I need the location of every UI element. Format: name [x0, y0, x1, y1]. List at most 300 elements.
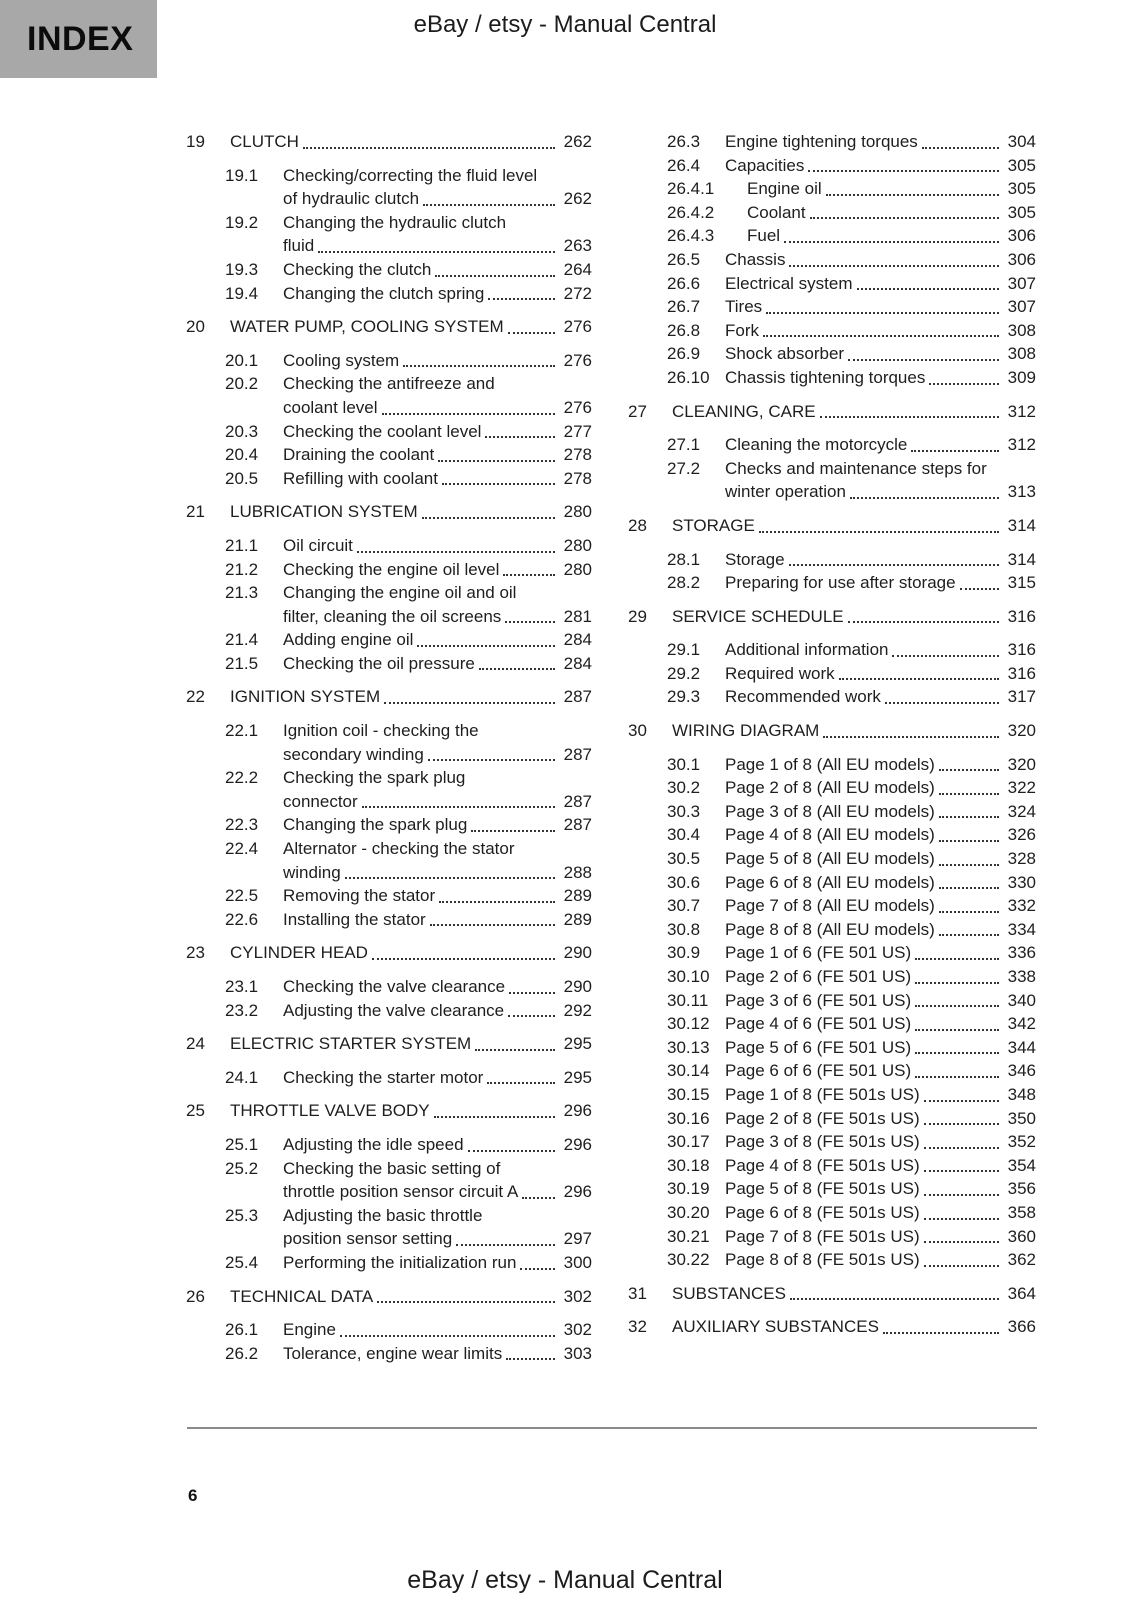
toc-entry [628, 224, 1036, 248]
entry-last-line [283, 790, 592, 814]
toc-entry [628, 894, 1036, 918]
entry-number: 26.2 [225, 1343, 259, 1363]
entry-title: Page 3 of 6 (FE 501 US) [725, 990, 912, 1010]
entry-number: 29.1 [667, 640, 701, 660]
entry-body [725, 1177, 1036, 1201]
dot-leader [303, 147, 555, 149]
dot-leader [839, 678, 999, 680]
entry-number: 26.3 [667, 132, 701, 151]
dot-leader [503, 574, 555, 576]
toc-column-right [628, 130, 1036, 1349]
dot-leader [357, 551, 555, 553]
entry-last-line [725, 1201, 1036, 1225]
entry-page: 316 [1007, 606, 1036, 626]
page-number: 6 [188, 1486, 198, 1505]
entry-page: 281 [563, 606, 592, 626]
entry-last-line [725, 1036, 1036, 1060]
entry-page: 316 [1007, 663, 1036, 683]
entry-title: Chassis tightening torques [725, 367, 926, 387]
entry-body [283, 999, 592, 1023]
entry-last-line [725, 662, 1036, 686]
entry-title: Page 6 of 6 (FE 501 US) [725, 1061, 912, 1081]
entry-page: 320 [1007, 754, 1036, 774]
entry-title: Page 6 of 8 (FE 501s US) [725, 1202, 920, 1222]
entry-title: Page 4 of 8 (All EU models) [725, 825, 935, 845]
entry-last-line [283, 743, 592, 767]
entry-body [725, 319, 1036, 343]
toc-entry [186, 1204, 592, 1251]
toc-entry [628, 295, 1036, 319]
entry-body [283, 420, 592, 444]
entry-page: 356 [1007, 1179, 1036, 1199]
entry-last-line [283, 349, 592, 373]
entry-number: 28.2 [667, 573, 701, 593]
entry-title: of hydraulic clutch [283, 189, 420, 209]
entry-number: 20.3 [225, 421, 259, 441]
dot-leader [915, 1076, 999, 1078]
entry-number: 22.6 [225, 909, 259, 929]
entry-page: 306 [1007, 249, 1036, 269]
dot-leader [915, 1029, 999, 1031]
toc-entry [628, 1012, 1036, 1036]
entry-page: 305 [1007, 155, 1036, 175]
entry-body [725, 1036, 1036, 1060]
dot-leader [848, 621, 999, 623]
entry-title: Engine oil [747, 179, 822, 199]
entry-number: 25.2 [225, 1158, 259, 1178]
entry-number: 28.1 [667, 549, 701, 569]
dot-leader [487, 1082, 555, 1084]
entry-title: Refilling with coolant [283, 468, 438, 488]
toc-entry [628, 847, 1036, 871]
toc-entry [186, 1099, 592, 1123]
entry-title-line: Changing the engine oil and oil [283, 583, 517, 603]
entry-body [725, 685, 1036, 709]
entry-page: 272 [563, 283, 592, 303]
entry-page: 330 [1007, 872, 1036, 892]
entry-title: Adding engine oil [283, 630, 414, 650]
entry-last-line [283, 1133, 592, 1157]
entry-body [747, 201, 1036, 225]
toc-entry [628, 871, 1036, 895]
entry-title: Chassis [725, 249, 786, 269]
toc-entry [186, 467, 592, 491]
dot-leader [939, 911, 999, 913]
dot-leader [924, 1265, 999, 1267]
toc-entry [628, 154, 1036, 178]
dot-leader [960, 588, 999, 590]
entry-number: 30.17 [667, 1132, 710, 1152]
toc-entry [186, 1157, 592, 1204]
entry-page: 304 [1007, 132, 1036, 151]
dot-leader [384, 702, 555, 704]
entry-number: 23 [186, 943, 205, 963]
dot-leader [924, 1170, 999, 1172]
toc-entry [186, 258, 592, 282]
entry-title: Page 4 of 6 (FE 501 US) [725, 1014, 912, 1034]
entry-body [725, 1201, 1036, 1225]
entry-number: 26.6 [667, 273, 701, 293]
dot-leader [924, 1241, 999, 1243]
entry-number: 26 [186, 1286, 205, 1306]
entry-page: 314 [1007, 549, 1036, 569]
entry-last-line [283, 861, 592, 885]
entry-last-line [230, 1032, 592, 1056]
entry-number: 30.2 [667, 778, 701, 798]
toc-entry [628, 366, 1036, 390]
dot-leader [784, 241, 999, 243]
entry-number: 22.1 [225, 721, 259, 741]
entry-page: 366 [1007, 1317, 1036, 1337]
entry-body [725, 776, 1036, 800]
entry-last-line [725, 800, 1036, 824]
dot-leader [485, 436, 555, 438]
dot-leader [826, 194, 999, 196]
entry-last-line [230, 130, 592, 154]
dot-leader [438, 460, 555, 462]
entry-page: 309 [1007, 367, 1036, 387]
entry-title: winter operation [725, 482, 846, 502]
entry-body [725, 433, 1036, 457]
toc-entry [628, 776, 1036, 800]
entry-number: 22.4 [225, 839, 259, 859]
entry-title: Page 5 of 8 (FE 501s US) [725, 1179, 920, 1199]
entry-page: 344 [1007, 1037, 1036, 1057]
toc-entry [628, 719, 1036, 743]
entry-body [230, 1285, 592, 1309]
entry-last-line [283, 813, 592, 837]
entry-page: 289 [563, 909, 592, 929]
dot-leader [422, 517, 555, 519]
toc-entry [628, 800, 1036, 824]
entry-title: Checking the starter motor [283, 1067, 484, 1087]
entry-number: 26.7 [667, 297, 701, 317]
entry-page: 350 [1007, 1108, 1036, 1128]
entry-page: 316 [1007, 640, 1036, 660]
entry-last-line [725, 1059, 1036, 1083]
dot-leader [939, 816, 999, 818]
entry-page: 305 [1007, 179, 1036, 199]
toc-entry [628, 753, 1036, 777]
dot-leader [488, 298, 555, 300]
dot-leader [810, 217, 999, 219]
entry-page: 295 [563, 1034, 592, 1054]
entry-page: 360 [1007, 1226, 1036, 1246]
entry-page: 307 [1007, 273, 1036, 293]
dot-leader [915, 982, 999, 984]
entry-title: CLUTCH [230, 132, 299, 151]
dot-leader [382, 413, 555, 415]
entry-body [725, 989, 1036, 1013]
toc-entry [628, 433, 1036, 457]
toc-entry [628, 514, 1036, 538]
entry-last-line [672, 605, 1036, 629]
entry-page: 358 [1007, 1202, 1036, 1222]
entry-number: 30 [628, 721, 647, 741]
toc-entry [186, 581, 592, 628]
toc-entry [186, 1032, 592, 1056]
dot-leader [939, 887, 999, 889]
dot-leader [922, 147, 999, 149]
toc-entry [186, 884, 592, 908]
entry-body [283, 581, 592, 628]
toc-entry [628, 201, 1036, 225]
entry-body [230, 130, 592, 154]
entry-page: 308 [1007, 344, 1036, 364]
entry-body [283, 211, 592, 258]
toc-entry [628, 965, 1036, 989]
entry-page: 305 [1007, 202, 1036, 222]
entry-page: 354 [1007, 1155, 1036, 1175]
entry-body [672, 1315, 1036, 1339]
entry-body [672, 719, 1036, 743]
entry-number: 30.11 [667, 990, 709, 1010]
entry-number: 29.3 [667, 687, 701, 707]
entry-number: 29 [628, 606, 647, 626]
toc-entry [186, 1285, 592, 1309]
entry-body [725, 366, 1036, 390]
entry-last-line [283, 420, 592, 444]
dot-leader [766, 312, 999, 314]
entry-title: fluid [283, 236, 315, 256]
entry-page: 295 [563, 1067, 592, 1087]
entry-page: 308 [1007, 320, 1036, 340]
dot-leader [475, 1049, 555, 1051]
entry-title: Page 5 of 8 (All EU models) [725, 849, 935, 869]
entry-title: Page 2 of 8 (FE 501s US) [725, 1108, 920, 1128]
entry-last-line [283, 975, 592, 999]
toc-entry [186, 941, 592, 965]
entry-title: Changing the clutch spring [283, 283, 485, 303]
entry-title: Adjusting the idle speed [283, 1134, 464, 1154]
entry-page: 276 [563, 317, 592, 337]
entry-title: Electrical system [725, 273, 853, 293]
entry-page: 326 [1007, 825, 1036, 845]
entry-page: 315 [1007, 573, 1036, 593]
entry-body [230, 315, 592, 339]
entry-body [672, 514, 1036, 538]
entry-body [725, 1154, 1036, 1178]
entry-number: 30.1 [667, 754, 701, 774]
dot-leader [403, 365, 555, 367]
entry-page: 296 [563, 1182, 592, 1202]
entry-last-line [230, 1285, 592, 1309]
toc-entry [628, 272, 1036, 296]
entry-body [283, 975, 592, 999]
entry-title: Page 1 of 8 (FE 501s US) [725, 1084, 920, 1104]
entry-page: 290 [563, 943, 592, 963]
entry-number: 21 [186, 502, 205, 522]
entry-body [283, 1157, 592, 1204]
dot-leader [508, 1015, 555, 1017]
footer-divider-rule [187, 1427, 1037, 1429]
dot-leader [789, 564, 999, 566]
entry-title: Page 6 of 8 (All EU models) [725, 872, 935, 892]
toc-entry [628, 548, 1036, 572]
toc-entry [628, 685, 1036, 709]
entry-last-line [283, 1318, 592, 1342]
entry-body [725, 130, 1036, 154]
toc-entry [628, 1282, 1036, 1306]
entry-body [725, 1083, 1036, 1107]
entry-last-line [283, 187, 592, 211]
entry-number: 21.2 [225, 559, 259, 579]
entry-last-line [283, 1066, 592, 1090]
entry-title: secondary winding [283, 744, 424, 764]
toc-entry [186, 719, 592, 766]
entry-title: Checking the clutch [283, 259, 432, 279]
entry-page: 302 [563, 1320, 592, 1340]
entry-number: 21.5 [225, 653, 259, 673]
dot-leader [915, 1005, 999, 1007]
entry-body [283, 837, 592, 884]
dot-leader [468, 1150, 555, 1152]
entry-title: Additional information [725, 640, 889, 660]
entry-last-line [725, 1225, 1036, 1249]
entry-number: 29.2 [667, 663, 701, 683]
entry-number: 30.22 [667, 1250, 710, 1270]
entry-title: Draining the coolant [283, 445, 435, 465]
entry-title: Checking the engine oil level [283, 559, 500, 579]
entry-number: 24 [186, 1034, 205, 1054]
entry-number: 26.1 [225, 1320, 259, 1340]
header-title: eBay / etsy - Manual Central [413, 11, 717, 38]
entry-last-line [725, 638, 1036, 662]
entry-number: 20.4 [225, 445, 259, 465]
toc-entry [628, 248, 1036, 272]
entry-page: 348 [1007, 1084, 1036, 1104]
entry-title: Page 3 of 8 (All EU models) [725, 801, 935, 821]
entry-page: 280 [563, 559, 592, 579]
entry-body [283, 652, 592, 676]
entry-title: Page 7 of 8 (All EU models) [725, 896, 935, 916]
entry-last-line [725, 571, 1036, 595]
entry-page: 277 [563, 421, 592, 441]
entry-page: 334 [1007, 919, 1036, 939]
toc-entry [628, 571, 1036, 595]
entry-page: 328 [1007, 849, 1036, 869]
dot-leader [509, 992, 555, 994]
index-tab-label: INDEX [27, 19, 134, 58]
entry-page: 362 [1007, 1250, 1036, 1270]
entry-number: 26.5 [667, 249, 701, 269]
entry-number: 30.5 [667, 849, 701, 869]
entry-page: 340 [1007, 990, 1036, 1010]
entry-title: Capacities [725, 155, 805, 175]
entry-last-line [725, 1248, 1036, 1272]
entry-number: 20 [186, 317, 205, 337]
entry-title: Cleaning the motorcycle [725, 435, 908, 455]
entry-last-line [725, 130, 1036, 154]
dot-leader [883, 1332, 999, 1334]
entry-last-line [725, 480, 1036, 504]
entry-number: 27.2 [667, 458, 701, 478]
entry-page: 317 [1007, 687, 1036, 707]
entry-page: 297 [563, 1229, 592, 1249]
toc-entry [186, 1342, 592, 1366]
dot-leader [850, 497, 999, 499]
dot-leader [508, 332, 555, 334]
entry-number: 31 [628, 1283, 647, 1303]
dot-leader [820, 416, 999, 418]
toc-entry [186, 1133, 592, 1157]
entry-body [725, 871, 1036, 895]
entry-body [725, 1059, 1036, 1083]
toc-entry [186, 349, 592, 373]
entry-title: AUXILIARY SUBSTANCES [672, 1317, 879, 1337]
entry-body [725, 342, 1036, 366]
toc-entry [628, 638, 1036, 662]
entry-title-line: Checking the spark plug [283, 768, 466, 788]
footer-title: eBay / etsy - Manual Central [407, 1566, 723, 1594]
entry-number: 27 [628, 401, 647, 421]
dot-leader [857, 288, 999, 290]
toc-entry [628, 918, 1036, 942]
entry-last-line [283, 1227, 592, 1251]
entry-last-line [725, 965, 1036, 989]
entry-number: 32 [628, 1317, 647, 1337]
entry-page: 342 [1007, 1014, 1036, 1034]
entry-body [283, 1204, 592, 1251]
entry-body [725, 1225, 1036, 1249]
entry-last-line [283, 999, 592, 1023]
entry-title: Preparing for use after storage [725, 573, 956, 593]
entry-body [283, 558, 592, 582]
entry-page: 276 [563, 397, 592, 417]
entry-body [672, 400, 1036, 424]
entry-title: Checking the valve clearance [283, 977, 506, 996]
toc-entry [628, 941, 1036, 965]
entry-last-line [725, 366, 1036, 390]
entry-page: 280 [563, 502, 592, 522]
dot-leader [808, 170, 999, 172]
entry-title: Page 1 of 6 (FE 501 US) [725, 943, 912, 963]
entry-last-line [725, 989, 1036, 1013]
toc-entry [186, 999, 592, 1023]
entry-title: Page 4 of 8 (FE 501s US) [725, 1155, 920, 1175]
toc-entry [186, 500, 592, 524]
dot-leader [372, 958, 555, 960]
toc-entry [628, 1201, 1036, 1225]
entry-page: 312 [1007, 401, 1036, 421]
entry-body [230, 500, 592, 524]
entry-title: winding [283, 862, 341, 882]
entry-body [725, 918, 1036, 942]
entry-page: 302 [563, 1286, 592, 1306]
entry-number: 30.20 [667, 1202, 710, 1222]
entry-page: 336 [1007, 943, 1036, 963]
entry-body [725, 1248, 1036, 1272]
entry-last-line [283, 443, 592, 467]
entry-page: 287 [563, 791, 592, 811]
entry-page: 306 [1007, 226, 1036, 246]
entry-last-line [725, 847, 1036, 871]
entry-page: 307 [1007, 297, 1036, 317]
dot-leader [924, 1218, 999, 1220]
entry-title: throttle position sensor circuit A [283, 1182, 519, 1202]
entry-number: 30.14 [667, 1061, 710, 1081]
entry-title: Page 2 of 8 (All EU models) [725, 778, 935, 798]
entry-last-line [283, 282, 592, 306]
entry-page: 287 [563, 744, 592, 764]
entry-body [725, 548, 1036, 572]
entry-title: WIRING DIAGRAM [672, 721, 820, 741]
entry-page: 280 [563, 535, 592, 555]
entry-page: 324 [1007, 801, 1036, 821]
entry-last-line [725, 871, 1036, 895]
entry-page: 320 [1007, 721, 1036, 741]
toc-entry [628, 400, 1036, 424]
